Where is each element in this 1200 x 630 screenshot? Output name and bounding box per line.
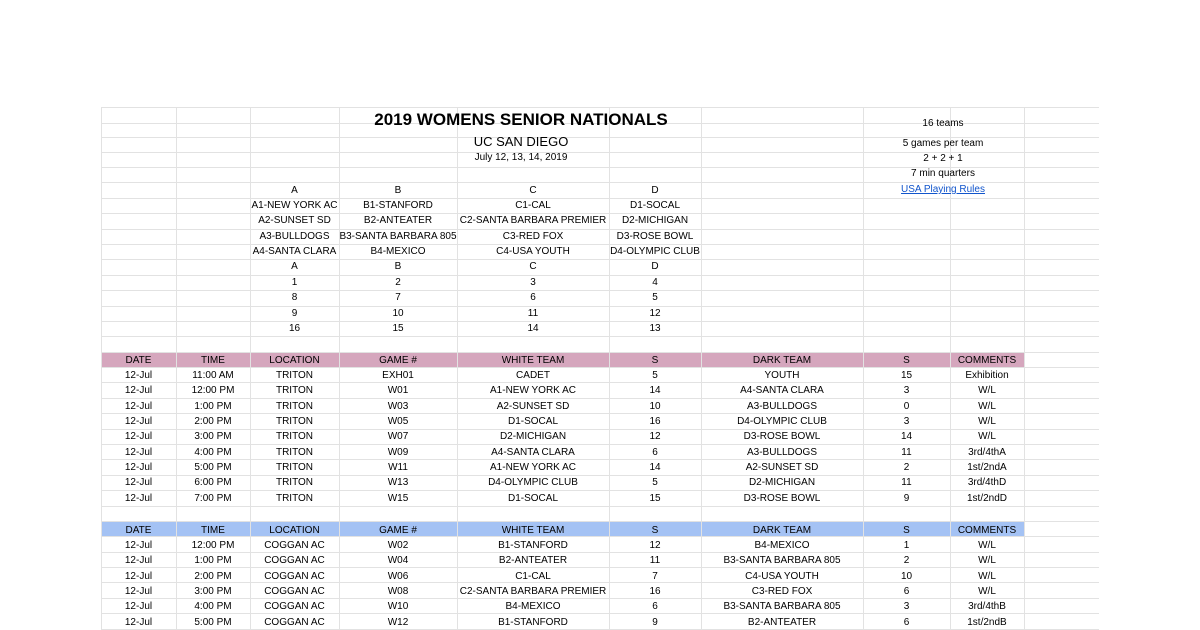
seed-value: 3: [530, 277, 536, 288]
game-cell: A3-BULLDOGS: [746, 446, 818, 458]
column-header: GAME #: [379, 525, 417, 536]
seed-header: B: [394, 261, 402, 272]
game-cell: B2-ANTEATER: [747, 616, 817, 628]
game-cell: A2-SUNSET SD: [496, 400, 570, 412]
game-cell: W/L: [978, 555, 996, 567]
game-cell: 1:00 PM: [194, 400, 232, 412]
game-cell: W01: [387, 385, 409, 397]
seed-value: 11: [527, 307, 539, 319]
pool-team: C2-SANTA BARBARA PREMIER: [459, 215, 607, 227]
pool-team: D2-MICHIGAN: [621, 215, 689, 227]
game-cell: TRITON: [275, 462, 314, 474]
game-cell: 3:00 PM: [194, 586, 232, 598]
game-cell: 12-Jul: [124, 492, 153, 504]
seed-value: 13: [649, 322, 661, 334]
game-cell: TRITON: [275, 446, 314, 458]
spreadsheet: [101, 107, 1099, 630]
pool-team: D4-OLYMPIC CLUB: [610, 245, 700, 257]
column-header: LOCATION: [269, 355, 320, 366]
game-cell: COGGAN AC: [264, 616, 325, 628]
game-cell: 7:00 PM: [194, 492, 232, 504]
row-gridline: [101, 107, 1099, 108]
game-cell: A1-NEW YORK AC: [490, 385, 576, 397]
game-cell: 1: [903, 540, 910, 551]
column-header: S: [903, 355, 910, 366]
sheet-title: 2019 WOMENS SENIOR NATIONALS: [374, 110, 668, 129]
game-cell: W/L: [978, 570, 996, 582]
column-header: DARK TEAM: [752, 525, 812, 536]
game-cell: 12: [649, 540, 661, 551]
game-cell: W/L: [978, 540, 996, 551]
game-cell: B1-STANFORD: [498, 540, 568, 551]
pool-team: C3-RED FOX: [502, 230, 564, 242]
game-cell: 11: [649, 555, 661, 567]
game-cell: COGGAN AC: [264, 555, 325, 567]
seed-header: A: [291, 261, 298, 272]
game-cell: COGGAN AC: [264, 601, 325, 613]
game-cell: 12-Jul: [124, 462, 153, 474]
seed-value: 15: [392, 322, 404, 334]
game-cell: B4-MEXICO: [505, 601, 561, 613]
game-cell: 12-Jul: [124, 431, 153, 443]
game-cell: 0: [903, 400, 910, 412]
game-cell: 5:00 PM: [194, 462, 232, 474]
game-cell: W12: [387, 616, 409, 628]
game-cell: W11: [388, 462, 408, 474]
game-cell: 12-Jul: [124, 385, 153, 397]
info-teams: 16 teams: [922, 118, 964, 129]
game-cell: W08: [387, 586, 409, 598]
game-cell: 12-Jul: [124, 570, 153, 582]
game-cell: 9: [903, 492, 910, 504]
game-cell: TRITON: [275, 431, 314, 443]
row-gridline: [101, 336, 1099, 337]
column-header: WHITE TEAM: [501, 355, 565, 366]
row-gridline: [101, 506, 1099, 507]
seed-value: 8: [291, 292, 298, 304]
game-cell: W02: [387, 540, 409, 551]
game-cell: B3-SANTA BARBARA 805: [723, 555, 841, 567]
game-cell: A3-BULLDOGS: [746, 400, 818, 412]
column-header: S: [651, 525, 659, 536]
game-cell: 10: [900, 570, 913, 582]
info-format: 2 + 2 + 1: [923, 153, 963, 164]
game-cell: 12-Jul: [124, 555, 153, 567]
game-cell: 10: [649, 400, 661, 412]
game-cell: 12-Jul: [124, 616, 153, 628]
game-cell: 12-Jul: [124, 400, 153, 412]
game-cell: A4-SANTA CLARA: [740, 385, 824, 397]
game-cell: 3: [903, 601, 910, 613]
pool-team: A2-SUNSET SD: [258, 215, 331, 227]
game-cell: W13: [387, 477, 409, 489]
seed-value: 14: [527, 322, 539, 334]
usa-playing-rules-link[interactable]: USA Playing Rules: [901, 184, 985, 195]
seed-header: D: [651, 261, 659, 272]
game-cell: 12-Jul: [124, 446, 153, 458]
game-cell: D2-MICHIGAN: [499, 431, 567, 443]
column-header: WHITE TEAM: [501, 525, 565, 536]
column-header: S: [651, 355, 659, 366]
pool-team: B1-STANFORD: [363, 200, 433, 211]
game-cell: B1-STANFORD: [498, 616, 568, 628]
game-cell: 1st/2ndB: [967, 616, 1007, 628]
game-cell: 5:00 PM: [194, 616, 232, 628]
game-cell: TRITON: [275, 492, 314, 504]
pool-header: D: [651, 185, 659, 196]
pool-header: B: [394, 185, 402, 196]
column-header: LOCATION: [269, 525, 320, 536]
game-cell: 5: [652, 370, 658, 381]
game-cell: C3-RED FOX: [751, 586, 813, 598]
game-cell: D4-OLYMPIC CLUB: [488, 477, 578, 489]
game-cell: C2-SANTA BARBARA PREMIER: [459, 586, 607, 598]
pool-header: C: [529, 185, 537, 196]
game-cell: 3: [903, 385, 910, 397]
game-cell: B3-SANTA BARBARA 805: [723, 601, 841, 613]
game-cell: 16: [649, 416, 661, 428]
seed-value: 7: [395, 292, 401, 304]
game-cell: 12-Jul: [124, 586, 153, 598]
game-cell: COGGAN AC: [264, 586, 325, 598]
pool-team: D3-ROSE BOWL: [616, 230, 694, 242]
game-cell: 15: [649, 492, 661, 504]
game-cell: W/L: [978, 586, 996, 598]
pool-header: A: [291, 185, 298, 196]
venue: UC SAN DIEGO: [473, 134, 569, 149]
game-cell: B2-ANTEATER: [498, 555, 568, 567]
game-cell: 2:00 PM: [194, 570, 232, 582]
column-header: DATE: [125, 355, 152, 366]
game-cell: D4-OLYMPIC CLUB: [737, 416, 827, 428]
game-cell: COGGAN AC: [264, 570, 325, 582]
game-cell: 1:00 PM: [194, 555, 232, 567]
pool-team: A1-NEW YORK AC: [251, 200, 338, 211]
game-cell: A2-SUNSET SD: [745, 462, 819, 474]
game-cell: TRITON: [275, 416, 314, 428]
game-cell: W07: [387, 431, 409, 443]
game-cell: D2-MICHIGAN: [748, 477, 816, 489]
game-cell: 15: [900, 370, 913, 381]
game-cell: TRITON: [275, 400, 314, 412]
game-cell: 1st/2ndD: [966, 492, 1008, 504]
game-cell: CADET: [516, 370, 550, 381]
game-cell: 12-Jul: [124, 540, 153, 551]
column-header: TIME: [201, 525, 225, 536]
column-header: DATE: [125, 525, 152, 536]
game-cell: 14: [649, 462, 661, 474]
game-cell: 3: [903, 416, 910, 428]
seed-value: 5: [652, 292, 658, 304]
game-cell: 14: [649, 385, 661, 397]
pool-team: B3-SANTA BARBARA 805: [339, 230, 457, 242]
column-header: TIME: [201, 355, 225, 366]
pool-team: D1-SOCAL: [629, 200, 680, 211]
game-cell: 6: [652, 446, 658, 458]
game-cell: W03: [387, 400, 409, 412]
game-cell: 11: [901, 477, 912, 489]
pool-team: B2-ANTEATER: [363, 215, 433, 227]
game-cell: D1-SOCAL: [507, 416, 558, 428]
game-cell: COGGAN AC: [264, 540, 325, 551]
pool-team: A4-SANTA CLARA: [252, 245, 337, 257]
game-cell: C4-USA YOUTH: [745, 570, 819, 582]
info-games-per-team: 5 games per team: [902, 138, 984, 149]
game-cell: 14: [900, 431, 913, 443]
game-cell: 6: [903, 586, 910, 598]
game-cell: 4:00 PM: [194, 446, 232, 458]
game-cell: 7: [652, 570, 658, 582]
game-cell: 6:00 PM: [194, 477, 232, 489]
game-cell: 3rd/4thA: [968, 446, 1006, 458]
game-cell: TRITON: [275, 370, 314, 381]
game-cell: 1st/2ndA: [967, 462, 1007, 474]
game-cell: 12: [649, 431, 661, 443]
game-cell: D3-ROSE BOWL: [743, 431, 821, 443]
pool-team: A3-BULLDOGS: [259, 230, 330, 242]
game-cell: 11:00 AM: [192, 370, 234, 381]
column-header: S: [903, 525, 910, 536]
game-cell: B4-MEXICO: [754, 540, 810, 551]
game-cell: W/L: [978, 416, 996, 428]
seed-value: 1: [291, 277, 298, 288]
game-cell: W/L: [978, 431, 996, 443]
game-cell: W/L: [978, 385, 996, 397]
game-cell: YOUTH: [764, 370, 800, 381]
seed-value: 4: [652, 277, 658, 288]
pool-team: C1-CAL: [515, 200, 551, 211]
seed-value: 2: [395, 277, 401, 288]
game-cell: 6: [652, 601, 658, 613]
game-cell: 12-Jul: [124, 370, 153, 381]
column-header: COMMENTS: [957, 355, 1017, 366]
game-cell: 3:00 PM: [194, 431, 232, 443]
column-header: DARK TEAM: [752, 355, 812, 366]
game-cell: 12-Jul: [124, 601, 153, 613]
game-cell: W06: [387, 570, 409, 582]
game-cell: 16: [649, 586, 661, 598]
game-cell: 11: [901, 446, 912, 458]
game-cell: A4-SANTA CLARA: [491, 446, 575, 458]
game-cell: 12:00 PM: [191, 540, 235, 551]
row-gridline: [101, 521, 1099, 522]
pool-team: B4-MEXICO: [370, 245, 426, 257]
seed-value: 9: [291, 307, 298, 319]
event-dates: July 12, 13, 14, 2019: [474, 152, 568, 163]
seed-header: C: [529, 261, 537, 272]
game-cell: 12-Jul: [124, 477, 153, 489]
game-cell: W15: [387, 492, 409, 504]
game-cell: EXH01: [382, 370, 414, 381]
game-cell: 6: [903, 616, 910, 628]
game-cell: 5: [652, 477, 658, 489]
game-cell: 2:00 PM: [194, 416, 232, 428]
game-cell: 12:00 PM: [191, 385, 235, 397]
game-cell: W04: [387, 555, 409, 567]
game-cell: 3rd/4thB: [968, 601, 1006, 613]
game-cell: 2: [903, 555, 910, 567]
pool-team: C4-USA YOUTH: [496, 245, 570, 257]
game-cell: 2: [903, 462, 910, 474]
game-cell: TRITON: [275, 477, 314, 489]
seed-value: 10: [392, 307, 404, 319]
column-header: GAME #: [379, 355, 417, 366]
game-cell: D3-ROSE BOWL: [743, 492, 821, 504]
game-cell: 9: [652, 616, 658, 628]
game-cell: W05: [387, 416, 409, 428]
game-cell: W/L: [978, 400, 996, 412]
game-cell: Exhibition: [965, 370, 1009, 381]
game-cell: TRITON: [275, 385, 314, 397]
game-cell: 4:00 PM: [194, 601, 232, 613]
game-cell: A1-NEW YORK AC: [490, 462, 576, 474]
game-cell: W10: [387, 601, 409, 613]
game-cell: 12-Jul: [124, 416, 153, 428]
info-quarters: 7 min quarters: [911, 168, 975, 179]
seed-value: 6: [530, 292, 536, 304]
column-header: COMMENTS: [957, 525, 1017, 536]
game-cell: C1-CAL: [515, 570, 551, 582]
game-cell: 3rd/4thD: [967, 477, 1007, 489]
game-cell: D1-SOCAL: [507, 492, 558, 504]
game-cell: W09: [387, 446, 409, 458]
seed-value: 16: [288, 322, 301, 334]
seed-value: 12: [649, 307, 661, 319]
